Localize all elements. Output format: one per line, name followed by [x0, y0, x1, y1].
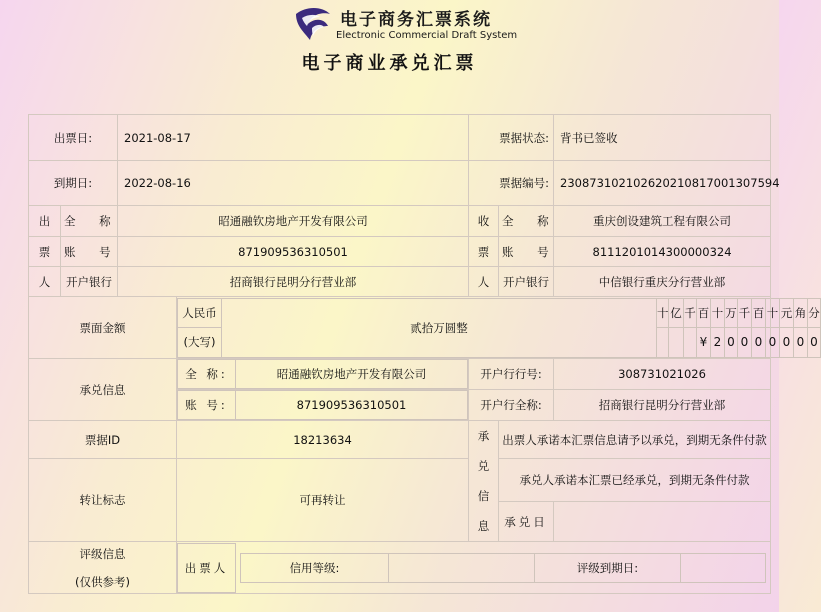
- drawer-promise: 出票人承诺本汇票信息请予以承兑，到期无条件付款: [499, 421, 771, 459]
- bill-id-label: 票据ID: [29, 421, 177, 459]
- digit-cell: 0: [794, 328, 808, 358]
- party-account-row: [29, 237, 771, 267]
- party-bank-row: [29, 267, 771, 297]
- transfer-row: [29, 459, 771, 502]
- digit-cell: [669, 328, 684, 358]
- acceptor-row-1: [29, 359, 771, 390]
- drawer-name: 昭通融钦房地产开发有限公司: [118, 206, 469, 237]
- issue-date-row: [29, 115, 771, 161]
- unit-cell: 百: [697, 298, 711, 328]
- acceptor-name-label: 全 称:: [178, 360, 236, 389]
- digit-cell: 0: [780, 328, 794, 358]
- digit-cell: [657, 328, 669, 358]
- payee-bank: 中信银行重庆分行营业部: [554, 267, 771, 297]
- number-label: 票据编号:: [469, 161, 554, 206]
- rating-inner-cell: [236, 543, 771, 592]
- unit-cell: 十: [711, 298, 725, 328]
- unit-cell: 千: [738, 298, 752, 328]
- acceptance-side-char: 信: [477, 489, 490, 503]
- payee-bank-label: 开户银行: [499, 267, 554, 297]
- acceptor-promise: 承兑人承诺本汇票已经承兑，到期无条件付款: [499, 459, 771, 502]
- credit-grade-value: [389, 553, 535, 582]
- draft-table: [28, 114, 820, 594]
- amount-row: [29, 297, 771, 359]
- rating-note: (仅供参考): [75, 574, 130, 589]
- currency-label: 人民币: [178, 298, 222, 328]
- bill-id-row: [29, 421, 771, 459]
- unit-cell: 亿: [669, 298, 684, 328]
- rating-label-cell: [29, 542, 177, 594]
- unit-cell: 万: [725, 298, 738, 328]
- payee-name-label: 全 称: [499, 206, 554, 237]
- payee-side-char: 票: [469, 237, 499, 267]
- number-value: 230873102102620210817001307594: [554, 161, 771, 206]
- amount-in-words: 贰拾万圆整: [222, 298, 657, 357]
- acceptor-bank-no-label: 开户行行号:: [469, 359, 554, 390]
- drawer-side-char: 出: [29, 206, 61, 237]
- drawer-bank: 招商银行昆明分行营业部: [118, 267, 469, 297]
- payee-side-char: 收: [469, 206, 499, 237]
- amount-table: [177, 298, 821, 358]
- drawer-side-char: 票: [29, 237, 61, 267]
- drawer-account-label: 账 号: [61, 237, 118, 267]
- digit-cell: 0: [725, 328, 738, 358]
- digit-cell: ¥: [697, 328, 711, 358]
- rating-label: 评级信息: [79, 546, 126, 561]
- acceptor-bank-no: 308731021026: [554, 359, 771, 390]
- unit-cell: 元: [780, 298, 794, 328]
- digit-cell: 2: [711, 328, 725, 358]
- unit-cell: 百: [752, 298, 766, 328]
- digit-cell: [684, 328, 697, 358]
- due-date-row: [29, 161, 771, 206]
- acceptor-name: 昭通融钦房地产开发有限公司: [236, 360, 468, 389]
- unit-cell: 千: [684, 298, 697, 328]
- acceptor-account-cell: [177, 390, 469, 421]
- acceptance-side-label: [469, 421, 499, 542]
- digit-cell: 0: [808, 328, 821, 358]
- payee-account-label: 账 号: [499, 237, 554, 267]
- logo-text-en: Electronic Commercial Draft System: [336, 30, 518, 41]
- payee-side-char: 人: [469, 267, 499, 297]
- unit-cell: 十: [657, 298, 669, 328]
- rating-expiry-label: 评级到期日:: [535, 553, 681, 582]
- acceptor-account-label: 账 号:: [178, 391, 236, 420]
- acceptance-side-char: 承: [477, 429, 490, 443]
- status-value: 背书已签收: [554, 115, 771, 161]
- uppercase-note: (大写): [178, 328, 222, 358]
- acceptor-account: 871909536310501: [236, 391, 468, 420]
- transfer-value: 可再转让: [177, 459, 469, 542]
- page-title: 电子商业承兑汇票: [301, 53, 478, 74]
- drawer-side-char: 人: [29, 267, 61, 297]
- rating-box: [177, 542, 771, 594]
- digit-cell: 0: [766, 328, 780, 358]
- logo-text-cn: 电子商务汇票系统: [340, 10, 492, 30]
- status-label: 票据状态:: [469, 115, 554, 161]
- acceptance-side-char: 兑: [477, 459, 490, 473]
- unit-cell: 角: [794, 298, 808, 328]
- due-date-label: 到期日:: [29, 161, 118, 206]
- issue-date-label: 出票日:: [29, 115, 118, 161]
- accept-date-label: 承兑日: [499, 502, 554, 542]
- unit-cell: 分: [808, 298, 821, 328]
- rating-party-label: 出票人: [178, 543, 236, 592]
- amount-box: [177, 297, 820, 359]
- credit-grade-label: 信用等级:: [241, 553, 389, 582]
- due-date-value: 2022-08-16: [118, 161, 469, 206]
- unit-cell: 十: [766, 298, 780, 328]
- acceptor-label: 承兑信息: [29, 359, 177, 421]
- payee-name: 重庆创设建筑工程有限公司: [554, 206, 771, 237]
- logo-butterfly-icon: [292, 4, 334, 44]
- rating-expiry-value: [681, 553, 766, 582]
- acceptor-name-cell: [177, 359, 469, 390]
- payee-account: 8111201014300000324: [554, 237, 771, 267]
- amount-label: 票面金额: [29, 297, 177, 359]
- acceptor-bank-name: 招商银行昆明分行营业部: [554, 390, 771, 421]
- digit-cell: 0: [738, 328, 752, 358]
- rating-row: [29, 542, 771, 594]
- digit-cell: 0: [752, 328, 766, 358]
- page-header: [0, 0, 779, 108]
- issue-date-value: 2021-08-17: [118, 115, 469, 161]
- drawer-name-label: 全 称: [61, 206, 118, 237]
- party-name-row: [29, 206, 771, 237]
- acceptor-bank-name-label: 开户行全称:: [469, 390, 554, 421]
- drawer-account: 871909536310501: [118, 237, 469, 267]
- acceptance-side-char: 息: [477, 519, 490, 533]
- transfer-label: 转让标志: [29, 459, 177, 542]
- drawer-bank-label: 开户银行: [61, 267, 118, 297]
- bill-id-value: 18213634: [177, 421, 469, 459]
- accept-date-value: [554, 502, 771, 542]
